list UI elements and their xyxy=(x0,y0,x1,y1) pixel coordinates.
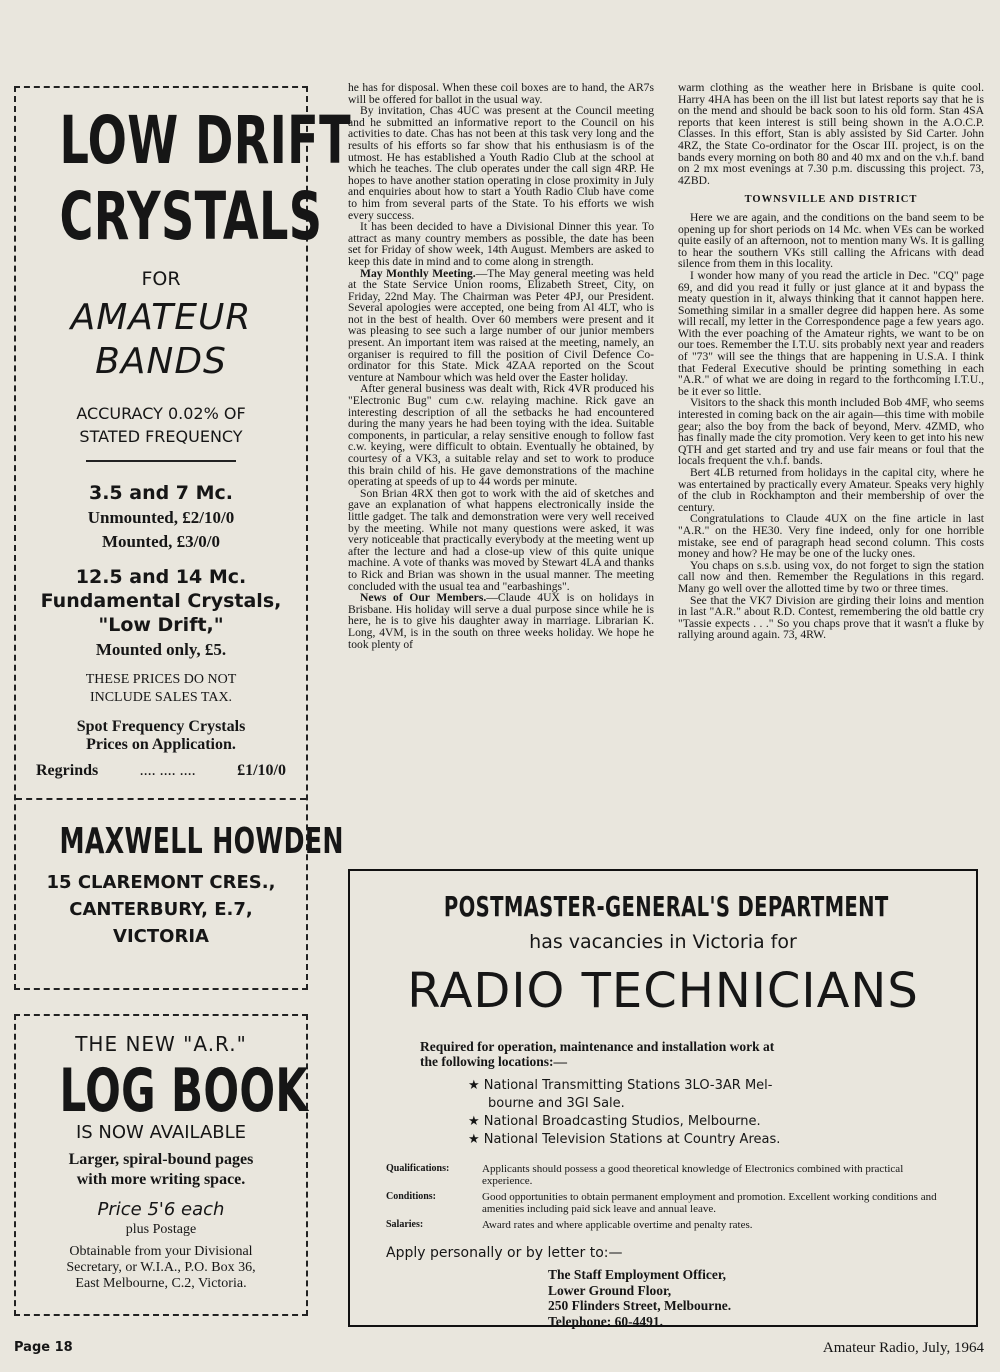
ad-price-band1: 3.5 and 7 Mc. xyxy=(88,482,234,504)
col2-paragraph-5: Bert 4LB returned from holidays in the capital city, where he was entertained by practically every Amateur. Speaks very highly of the club in Rockhampton and their membership of over the century. xyxy=(678,466,984,514)
pmg-qualifications-label: Qualifications: xyxy=(386,1163,450,1174)
crystals-advertisement xyxy=(14,86,351,990)
pmg-location-2: ★ National Broadcasting Studios, Melbourne. xyxy=(468,1114,761,1129)
article-column-1 xyxy=(348,82,654,650)
pmg-required-line1: Required for operation, maintenance and installation work at xyxy=(420,1039,775,1054)
ad-for-text: FOR xyxy=(141,268,181,290)
col1-paragraph-1: he has for disposal. When these coil boxes are to hand, the AR7s will be offered for ballot in the usual way. xyxy=(348,81,654,106)
ad-headline-low-drift: LOW DRIFT xyxy=(59,102,351,179)
ad-fundamental: Fundamental Crystals, xyxy=(40,590,282,612)
logbook-available: IS NOW AVAILABLE xyxy=(75,1122,247,1143)
pmg-location-2-text: National Broadcasting Studios, Melbourne. xyxy=(483,1114,761,1129)
pmg-required-line2: the following locations:— xyxy=(420,1054,567,1069)
pmg-address-4: Telephone: 60-4491. xyxy=(548,1313,664,1329)
pmg-locations xyxy=(468,1077,976,1149)
col2-paragraph-4: Visitors to the shack this month included Bob 4MF, who seems interested in coming back on the air again—this time with mobile gear; also the boy from the back of beyond, Merv. 4ZMD, who has finally made the city promotion. Very keen to get into his new QTH and get started and try and use fair means or foul that the locals frequent the v.h.f. bands. xyxy=(678,396,984,468)
ad-accuracy-line2: STATED FREQUENCY xyxy=(79,427,243,446)
col1-paragraph-5: After general business was dealt with, Rick 4VR produced his "Electronic Bug" cum c.w. relaying machine. Rick gave an interesting description of all the setbacks he had encountered during the many years he had been toying with the idea. Suitable components, in particular, a relay sensitive enough to follow fast c.w. keying, were difficult to obtain. Eventually he obtained, by courtesy of a VK3, a suitable relay and set to work to produce this brain child of his. He gave demonstrations of the machine operating at speeds of up to 44 words per minute. xyxy=(348,382,654,489)
col2-paragraph-8: See that the VK7 Division are girding their loins and mention in last "A.R." about R.D. Contest, remembering the old battle cry "Tassie expects . . ." So you chaps prove that it wasn't a fluke by rallying around again. 73, 4RW. xyxy=(678,593,984,642)
pmg-location-1b: bourne and 3GI Sale. xyxy=(488,1096,625,1111)
ad-company-name: MAXWELL HOWDEN xyxy=(59,821,344,862)
ad-price-unmounted: Unmounted, £2/10/0 xyxy=(87,508,235,527)
pmg-department: POSTMASTER-GENERAL'S DEPARTMENT xyxy=(443,890,889,923)
pmg-required xyxy=(420,1039,976,1069)
pmg-qualifications-text: Applicants should possess a good theoretical knowledge of Electronics combined with practical experience. xyxy=(482,1163,904,1187)
article-column-2 xyxy=(678,82,984,641)
logbook-advertisement xyxy=(14,1014,308,1316)
publication-name: Amateur Radio, July, 1964 xyxy=(822,1340,984,1356)
pmg-salaries-label: Salaries: xyxy=(386,1219,424,1230)
pmg-location-3-text: National Television Stations at Country Areas. xyxy=(483,1132,781,1147)
ad-amateur-text: AMATEUR xyxy=(70,297,252,338)
logbook-new-ar: THE NEW "A.R." xyxy=(75,1032,247,1056)
logbook-obtain3: East Melbourne, C.2, Victoria. xyxy=(75,1276,247,1291)
pmg-conditions-text: Good opportunities to obtain permanent employment and promotion. Excellent working conditions and amenities including paid sick leave and annual leave. xyxy=(482,1191,937,1215)
ad-full-divider xyxy=(16,798,306,800)
ad-regrinds-dots: .... .... .... xyxy=(139,762,196,779)
ad-regrinds-price: £1/10/0 xyxy=(237,762,286,779)
pmg-vacancies: has vacancies in Victoria for xyxy=(529,931,797,953)
pmg-row-salaries xyxy=(386,1219,952,1231)
ad-tax-line1: THESE PRICES DO NOT xyxy=(85,672,237,687)
section-heading-townsville: TOWNSVILLE AND DISTRICT xyxy=(744,194,918,206)
pmg-row-qualifications xyxy=(386,1163,952,1187)
pmg-address-3: 250 Flinders Street, Melbourne. xyxy=(548,1298,732,1313)
logbook-title: LOG BOOK xyxy=(59,1056,309,1126)
ad-headline-crystals: CRYSTALS xyxy=(59,178,323,255)
col1-paragraph-7 xyxy=(348,592,654,650)
col1-paragraph-4-text: —The May general meeting was held at the State Service Union rooms, Elizabeth Street, City, on Friday, 22nd May. The Chairman was Peter 4PJ, our President. Several apologies were accepted, one being from Al 4LT, who is not in the best of health. Over 60 members were present and it was pleasing to see such a large number of our junior members present. An important item was raised at the meeting, namely, an organiser is required to fill the position of Civil Defence Co-ordinator for this State. Mick 4ZAA reported on the Scout venture at Nambour which was held over the Easter holiday. xyxy=(348,266,654,384)
col2-paragraph-6: Congratulations to Claude 4UX on the fine article in last "A.R." on the HE30. Very fine indeed, only for one horrible mistake, see end of paragraph head second column. This costs money and how? He may be one of the lucky ones. xyxy=(678,512,984,561)
col2-paragraph-7: You chaps on s.s.b. using vox, do not forget to sign the station call now and then. Remember the Regulations in this regard. Many go well over the allotted time by two or three times. xyxy=(678,558,984,595)
pmg-apply: Apply personally or by letter to:— xyxy=(386,1245,623,1261)
ad-mounted-only: Mounted only, £5. xyxy=(95,640,227,659)
page-number: Page 18 xyxy=(14,1340,73,1355)
col2-paragraph-1: warm clothing as the weather here in Brisbane is quite cool. Harry 4HA has been on the ill list but latest reports say that he is on the mend and should be back soon to his old form. Stan 4SA reports that keen interest is still being shown in the A.O.C.P. Classes. In this effort, Stan is ably assisted by Sid Carter. John 4RZ, the State Co-ordinator for the Oscar III. project, is on the bands every morning on both 80 and 40 mx and on the v.h.f. band on 2 mx most evenings at 7.30 p.m. discussing this project. 73, 4ZBD. xyxy=(678,81,984,187)
col1-paragraph-3: It has been decided to have a Divisional Dinner this year. To attract as many country members as possible, the date has been set for Friday of show week, 14th August. Members are asked to keep this date in mind and to come along in strength. xyxy=(348,220,654,268)
logbook-postage: plus Postage xyxy=(125,1222,197,1237)
ad-bands-text: BANDS xyxy=(95,341,227,382)
ad-address3: VICTORIA xyxy=(113,926,209,947)
col1-paragraph-2: By invitation, Chas 4UC was present at the Council meeting and he submitted an informative report to the Council on his activities to date. Chas has not been at this task very long and the results of his efforts so far show that his enthusiasm is of the utmost. He has established a Youth Radio Club at the school at which he teaches. The club operates under the call sign 4RP. He hopes to have another station operating in close proximity in July and enquiries about how to start a Youth Radio Club have come to him from several parts of the State. To his efforts we wish every success. xyxy=(348,104,654,222)
ad-accuracy-line1: ACCURACY 0.02% OF xyxy=(76,404,246,423)
logbook-obtain1: Obtainable from your Divisional xyxy=(69,1244,253,1259)
pmg-title: RADIO TECHNICIANS xyxy=(407,963,919,1019)
col1-paragraph-7-text: —Claude 4UX is on holidays in Brisbane. His holiday will serve a dual purpose since while he is here, he is to give his daughter away in marriage. Librarian K. Long, 4VM, is in the south on three weeks holiday. We hope he took plenty of xyxy=(348,591,654,651)
logbook-space: with more writing space. xyxy=(76,1171,246,1188)
pmg-location-1: ★ National Transmitting Stations 3LO-3AR Mel- xyxy=(468,1078,773,1093)
pmg-location-1-text: National Transmitting Stations 3LO-3AR Mel- xyxy=(483,1078,773,1093)
pmg-row-conditions xyxy=(386,1191,952,1215)
col2-paragraph-3: I wonder how many of you read the article in Dec. "CQ" page 69, and did you read it fully or just glance at it and bypass the meaty question in it, always thinking that it cannot happen here. Something similar in a smaller degree did happen here. As some will recall, my letter in the Correspondence page a few years ago. With the ever poaching of the Amateur rights, we want to be on our toes. Remember the I.T.U. sits probably next year and readers of "73" will see the things that are happening in U.S.A. I think that Federal Executive should be printing something in each "A.R." of what we are doing in regard to the forthcoming I.T.U., be it ever so little. xyxy=(678,268,984,398)
ad-spot-line2: Prices on Application. xyxy=(86,736,236,753)
pmg-contact-address xyxy=(548,1267,976,1329)
ad-address2: CANTERBURY, E.7, xyxy=(69,899,253,920)
ad-price-band2: 12.5 and 14 Mc. xyxy=(75,566,247,588)
logbook-price: Price 5'6 each xyxy=(97,1199,225,1220)
ad-price-mounted: Mounted, £3/0/0 xyxy=(101,532,221,551)
logbook-pages: Larger, spiral-bound pages xyxy=(68,1151,254,1168)
ad-address1: 15 CLAREMONT CRES., xyxy=(46,872,276,893)
pmg-conditions-label: Conditions: xyxy=(386,1191,437,1202)
ad-low-drift-quote: "Low Drift," xyxy=(98,614,224,636)
col1-heading-may-meeting: May Monthly Meeting. xyxy=(360,266,476,280)
pmg-location-3: ★ National Television Stations at Country Areas. xyxy=(468,1132,781,1147)
ad-tax-line2: INCLUDE SALES TAX. xyxy=(89,690,233,705)
pmg-address-1: The Staff Employment Officer, xyxy=(548,1267,726,1282)
pmg-salaries-text: Award rates and where applicable overtime and penalty rates. xyxy=(482,1219,753,1231)
logbook-obtain2: Secretary, or W.I.A., P.O. Box 36, xyxy=(66,1260,256,1275)
ad-regrinds-row xyxy=(16,762,306,780)
col1-paragraph-4 xyxy=(348,268,654,384)
pmg-advertisement xyxy=(348,869,978,1327)
ad-regrinds-label: Regrinds xyxy=(36,762,99,779)
pmg-address-2: Lower Ground Floor, xyxy=(548,1282,672,1298)
col1-heading-news: News of Our Members. xyxy=(360,591,487,605)
pmg-details-table xyxy=(386,1163,952,1231)
ad-spot-line1: Spot Frequency Crystals xyxy=(76,718,246,735)
ad-divider xyxy=(86,460,236,462)
col1-paragraph-6: Son Brian 4RX then got to work with the aid of sketches and gave an explanation of what happens electronically inside the little gadget. The talk and demonstration were very well received by the meeting. While not many questions were asked, it was very noticeable that practically everybody at the meeting went up after the lecture and had a close-up view of this quite unique machine. A vote of thanks was moved by Stewart 4LA and thanks to Rick and Brian was shown in the usual manner. The meeting concluded with the usual tea and "earbashings". xyxy=(348,486,654,593)
col2-paragraph-2: Here we are again, and the conditions on the band seem to be opening up for short periods on 14 Mc. when VEs can be worked quite easily of an afternoon, not to mention many Ws. It is galling to hear the southern VKs still calling the Africans with dead silence from them in this locality. xyxy=(678,210,984,271)
